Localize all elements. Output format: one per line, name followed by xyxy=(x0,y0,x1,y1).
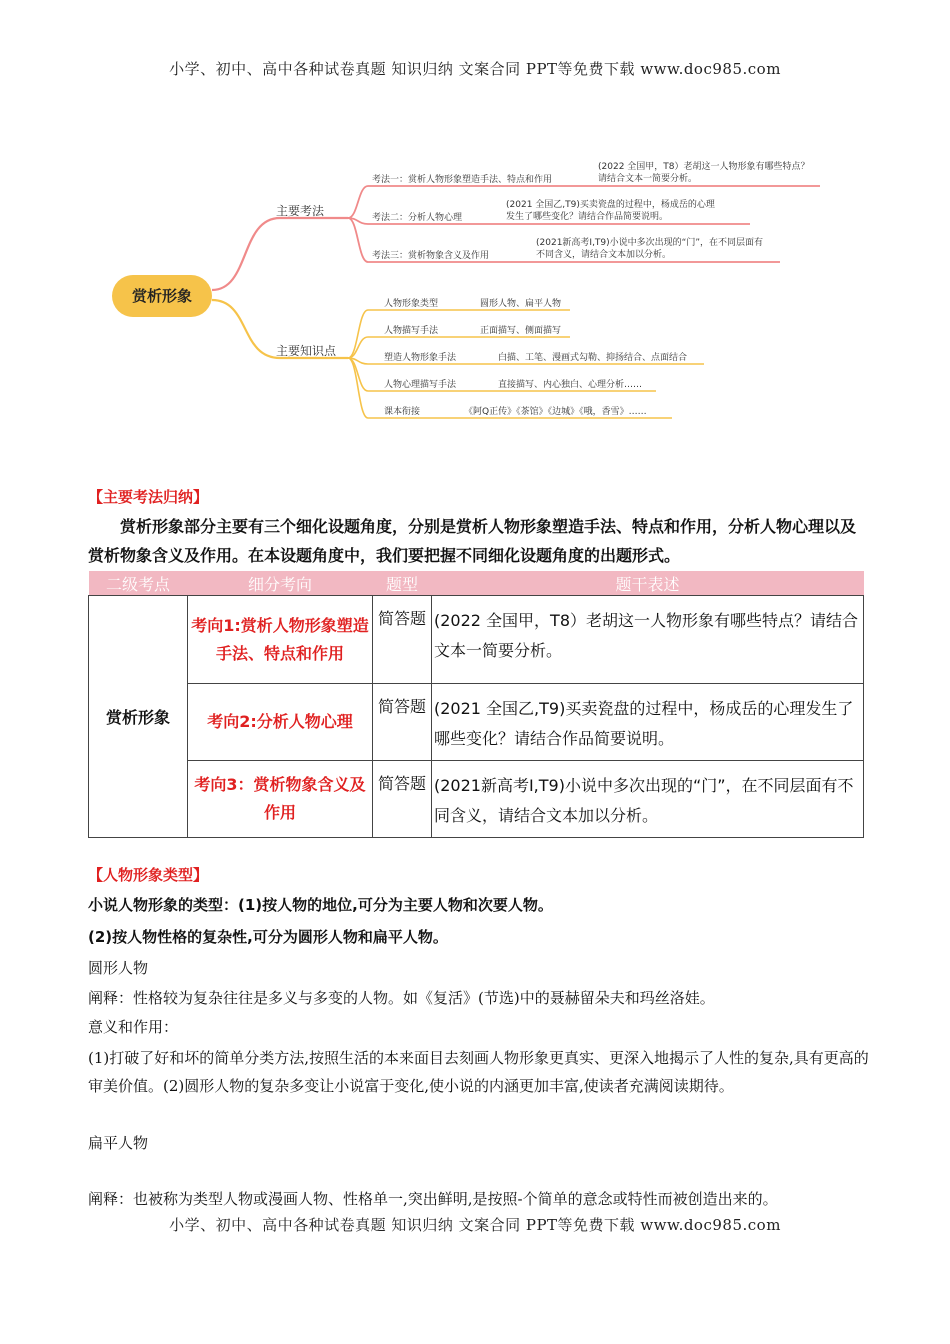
table-header-stem: 题干表述 xyxy=(432,571,864,596)
table-header-row xyxy=(89,571,864,596)
table-cell-stem: (2021 全国乙,T9)买卖瓷盘的过程中，杨成岳的心理发生了哪些变化？请结合作品简要说明。 xyxy=(432,684,864,761)
section-title-character-types: 【人物形象类型】 xyxy=(88,866,209,884)
table-header-type: 题型 xyxy=(373,571,432,596)
exam-table xyxy=(88,571,864,838)
mind-map-root: 赏析形象 xyxy=(112,275,212,317)
exam-item-2: 考法二：分析人物心理 xyxy=(372,213,463,223)
meaning-title: 意义和作用： xyxy=(88,1018,179,1036)
table-cell-level: 赏析形象 xyxy=(89,596,188,838)
table-cell-direction: 考向3：赏析物象含义及作用 xyxy=(188,761,373,838)
round-character-definition: 阐释：性格较为复杂往往是多义与多变的人物。如《复活》(节选)中的聂赫留朵夫和玛丝洛娃。 xyxy=(88,989,715,1007)
flat-character-title: 扁平人物 xyxy=(88,1134,149,1152)
table-row xyxy=(89,761,864,838)
knowledge-detail-3: 白描、工笔、漫画式勾勒、抑扬结合、点面结合 xyxy=(498,353,688,363)
table-cell-direction: 考向1:赏析人物形象塑造手法、特点和作用 xyxy=(188,596,373,684)
table-cell-stem: (2022 全国甲，T8）老胡这一人物形象有哪些特点？请结合文本一简要分析。 xyxy=(432,596,864,684)
page-header: 小学、初中、高中各种试卷真题 知识归纳 文案合同 PPT等免费下载 www.doc985.com xyxy=(169,60,781,78)
exam-item-1: 考法一：赏析人物形象塑造手法、特点和作用 xyxy=(372,175,553,185)
flat-character-definition: 阐释：也被称为类型人物或漫画人物、性格单一,突出鲜明,是按照-个简单的意念或特性而被创造出来的。 xyxy=(88,1190,778,1208)
character-types-line-2: (2)按人物性格的复杂性,可分为圆形人物和扁平人物。 xyxy=(88,928,448,946)
table-header-direction: 细分考向 xyxy=(188,571,373,596)
table-cell-direction: 考向2:分析人物心理 xyxy=(188,684,373,761)
table-header-level: 二级考点 xyxy=(89,571,188,596)
knowledge-detail-5: 《阿Q正传》《茶馆》《边城》《哦，香雪》…… xyxy=(464,407,647,417)
knowledge-item-5: 课本衔接 xyxy=(384,407,421,417)
section-title-exam-methods: 【主要考法归纳】 xyxy=(88,488,209,506)
meaning-text: (1)打破了好和坏的简单分类方法,按照生活的本来面目去刻画人物形象更真实、更深入地揭示了人性的复杂,具有更高的审美价值。(2)圆形人物的复杂多变让小说富于变化,使小说的内涵更加丰富,使读者充满阅读期待。 xyxy=(88,1049,869,1095)
table-cell-type: 简答题 xyxy=(373,761,432,838)
character-types-line-1: 小说人物形象的类型：(1)按人物的地位,可分为主要人物和次要人物。 xyxy=(88,896,553,914)
knowledge-item-4: 人物心理描写手法 xyxy=(384,380,457,390)
branch-knowledge-label: 主要知识点 xyxy=(276,344,337,358)
page-footer: 小学、初中、高中各种试卷真题 知识归纳 文案合同 PPT等免费下载 www.doc985.com xyxy=(169,1216,781,1234)
table-row xyxy=(89,684,864,761)
table-row xyxy=(89,596,864,684)
knowledge-item-3: 塑造人物形象手法 xyxy=(384,353,457,363)
exam-example-1: (2022 全国甲，T8）老胡这一人物形象有哪些特点？ 请结合文本一简要分析。 xyxy=(598,162,810,184)
mind-map xyxy=(100,150,840,440)
table-cell-stem: (2021新高考Ⅰ,T9)小说中多次出现的“门”，在不同层面有不同含义，请结合文本加以分析。 xyxy=(432,761,864,838)
branch-exam-label: 主要考法 xyxy=(276,204,325,218)
section-paragraph-exam-methods: 赏析形象部分主要有三个细化设题角度，分别是赏析人物形象塑造手法、特点和作用，分析人物心理以及赏析物象含义及作用。在本设题角度中，我们要把握不同细化设题角度的出题形式。 xyxy=(88,517,857,565)
exam-example-3: (2021新高考Ⅰ,T9)小说中多次出现的“门”，在不同层面有 不同含义，请结合文本加以分析。 xyxy=(536,238,763,260)
exam-item-3: 考法三：赏析物象含义及作用 xyxy=(372,251,490,261)
knowledge-detail-2: 正面描写、侧面描写 xyxy=(480,326,562,336)
round-character-title: 圆形人物 xyxy=(88,959,149,977)
table-cell-type: 简答题 xyxy=(373,684,432,761)
knowledge-item-2: 人物描写手法 xyxy=(384,326,439,336)
knowledge-detail-1: 圆形人物、扁平人物 xyxy=(480,299,562,309)
exam-example-2: (2021 全国乙,T9)买卖瓷盘的过程中，杨成岳的心理 发生了哪些变化？请结合作品简要说明。 xyxy=(506,200,715,222)
table-cell-type: 简答题 xyxy=(373,596,432,684)
knowledge-item-1: 人物形象类型 xyxy=(384,299,439,309)
knowledge-detail-4: 直接描写、内心独白、心理分析…… xyxy=(498,380,643,390)
